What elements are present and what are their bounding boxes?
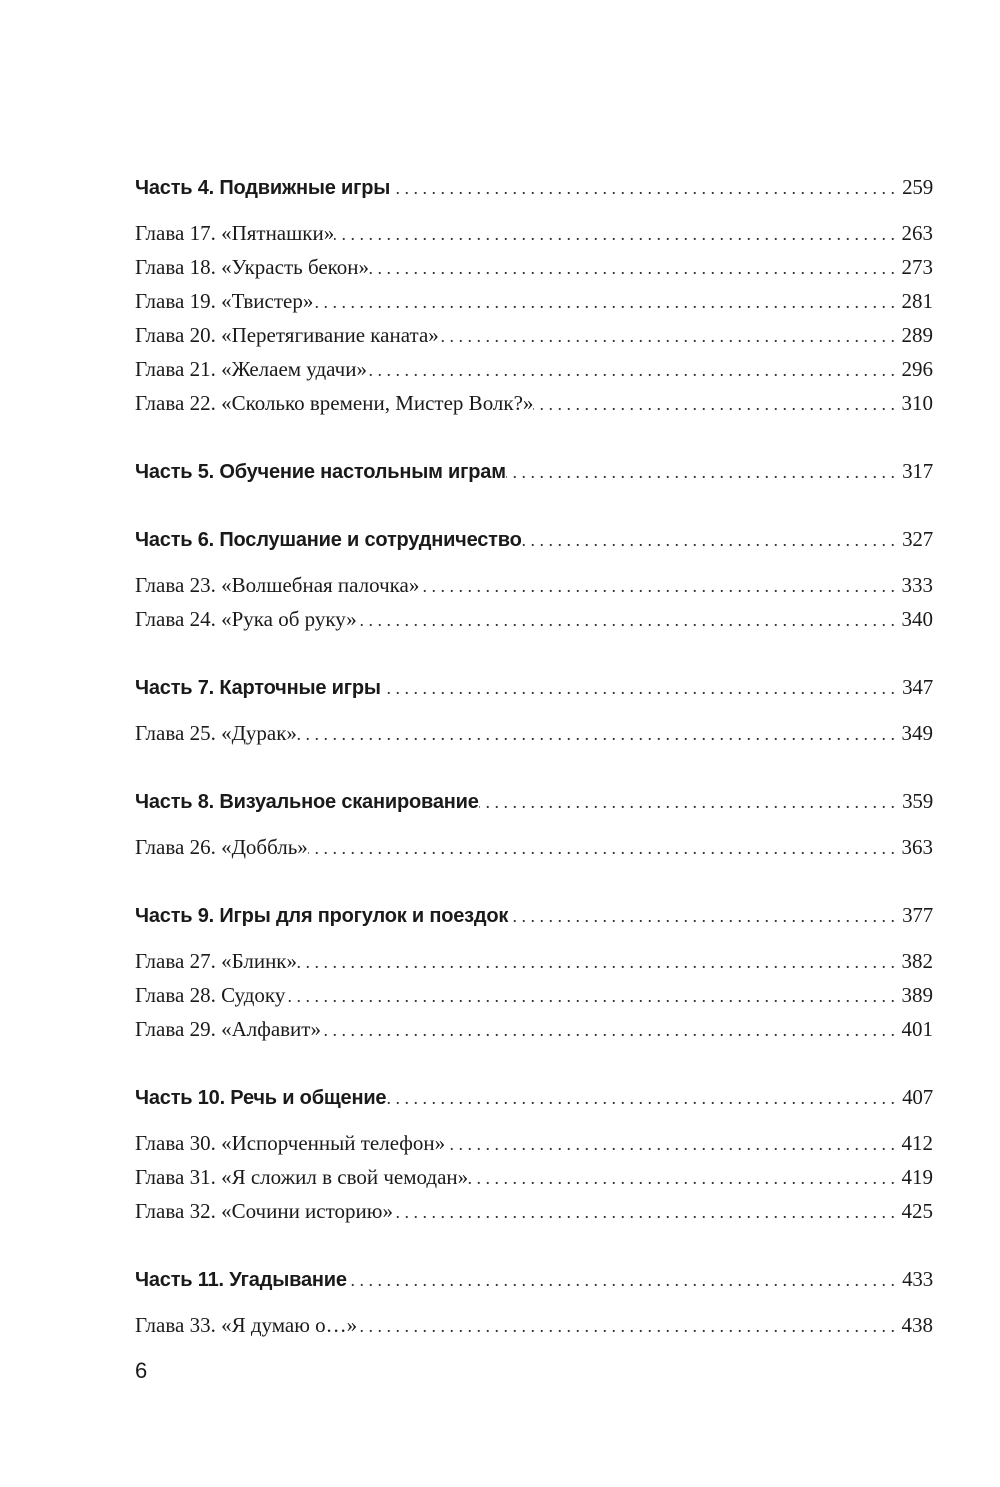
toc-chapter-entry xyxy=(135,386,933,420)
toc-chapter-entry xyxy=(135,318,933,352)
part-page: 359 xyxy=(902,789,933,813)
dot-leader xyxy=(390,171,899,205)
dot-leader xyxy=(393,1195,899,1229)
chapter-page: 340 xyxy=(901,607,933,631)
chapter-title: Глава 26. «Доббль» xyxy=(135,835,308,859)
dot-leader xyxy=(522,523,899,557)
toc-chapter-entry xyxy=(135,250,933,284)
chapter-title: Глава 18. «Украсть бекон» xyxy=(135,255,370,279)
part-title: Часть 11. Угадывание xyxy=(135,1269,347,1291)
chapter-page: 419 xyxy=(901,1165,933,1189)
dot-leader xyxy=(381,671,899,705)
toc-chapter-entry xyxy=(135,1012,933,1046)
dot-leader xyxy=(367,353,899,387)
chapter-title: Глава 19. «Твистер» xyxy=(135,289,314,313)
toc-part-entry xyxy=(135,170,933,204)
chapter-title: Глава 33. «Я думаю о…» xyxy=(135,1313,358,1337)
toc-part-entry xyxy=(135,670,933,704)
chapter-page: 438 xyxy=(901,1313,933,1337)
part-title: Часть 10. Речь и общение xyxy=(135,1087,387,1109)
toc-chapter-entry xyxy=(135,716,933,750)
dot-leader xyxy=(347,1263,899,1297)
toc-chapter-entry xyxy=(135,978,933,1012)
chapter-page: 389 xyxy=(901,983,933,1007)
dot-leader xyxy=(357,1309,899,1343)
part-title: Часть 6. Послушание и сотрудничество xyxy=(135,529,522,551)
toc-part-entry xyxy=(135,898,933,932)
dot-leader xyxy=(321,1013,899,1047)
chapter-title: Глава 27. «Блинк» xyxy=(135,949,298,973)
dot-leader xyxy=(297,717,899,751)
part-title: Часть 7. Карточные игры xyxy=(135,677,381,699)
dot-leader xyxy=(386,1081,899,1115)
toc-part-entry xyxy=(135,454,933,488)
chapter-title: Глава 28. Судоку xyxy=(135,983,286,1007)
chapter-page: 401 xyxy=(901,1017,933,1041)
toc-chapter-entry xyxy=(135,1194,933,1228)
chapter-page: 289 xyxy=(901,323,933,347)
chapter-title: Глава 21. «Желаем удачи» xyxy=(135,357,367,381)
dot-leader xyxy=(479,785,899,819)
part-title: Часть 9. Игры для прогулок и поездок xyxy=(135,905,509,927)
dot-leader xyxy=(369,251,899,285)
dot-leader xyxy=(297,945,899,979)
chapter-title: Глава 32. «Сочини историю» xyxy=(135,1199,393,1223)
chapter-title: Глава 25. «Дурак» xyxy=(135,721,297,745)
chapter-page: 425 xyxy=(901,1199,933,1223)
part-page: 327 xyxy=(902,527,933,551)
toc-part-entry xyxy=(135,522,933,556)
dot-leader xyxy=(508,899,899,933)
chapter-page: 273 xyxy=(901,255,933,279)
table-of-contents xyxy=(135,170,933,1342)
dot-leader xyxy=(357,603,899,637)
chapter-title: Глава 20. «Перетягивание каната» xyxy=(135,323,439,347)
dot-leader xyxy=(468,1161,899,1195)
dot-leader xyxy=(313,285,899,319)
toc-chapter-entry xyxy=(135,216,933,250)
toc-chapter-entry xyxy=(135,568,933,602)
part-page: 407 xyxy=(902,1085,933,1109)
toc-chapter-entry xyxy=(135,1308,933,1342)
chapter-title: Глава 24. «Рука об руку» xyxy=(135,607,357,631)
toc-chapter-entry xyxy=(135,944,933,978)
chapter-page: 333 xyxy=(901,573,933,597)
chapter-page: 281 xyxy=(901,289,933,313)
dot-leader xyxy=(445,1127,899,1161)
dot-leader xyxy=(506,455,899,489)
dot-leader xyxy=(439,319,899,353)
part-page: 433 xyxy=(902,1267,933,1291)
dot-leader xyxy=(334,217,899,251)
toc-part-entry xyxy=(135,1080,933,1114)
toc-chapter-entry xyxy=(135,1160,933,1194)
chapter-page: 296 xyxy=(901,357,933,381)
dot-leader xyxy=(419,569,899,603)
dot-leader xyxy=(285,979,899,1013)
chapter-title: Глава 17. «Пятнашки» xyxy=(135,221,335,245)
chapter-title: Глава 22. «Сколько времени, Мистер Волк?» xyxy=(135,391,534,415)
part-page: 377 xyxy=(902,903,933,927)
page-number: 6 xyxy=(135,1358,148,1383)
chapter-page: 310 xyxy=(901,391,933,415)
chapter-title: Глава 29. «Алфавит» xyxy=(135,1017,321,1041)
toc-chapter-entry xyxy=(135,284,933,318)
chapter-title: Глава 30. «Испорченный телефон» xyxy=(135,1131,446,1155)
chapter-page: 263 xyxy=(901,221,933,245)
chapter-page: 363 xyxy=(901,835,933,859)
chapter-page: 349 xyxy=(901,721,933,745)
toc-chapter-entry xyxy=(135,830,933,864)
part-page: 259 xyxy=(902,175,933,199)
part-title: Часть 5. Обучение настольным играм xyxy=(135,461,506,483)
part-page: 347 xyxy=(902,675,933,699)
part-page: 317 xyxy=(902,459,933,483)
chapter-title: Глава 31. «Я сложил в свой чемодан» xyxy=(135,1165,469,1189)
toc-chapter-entry xyxy=(135,352,933,386)
dot-leader xyxy=(533,387,899,421)
toc-chapter-entry xyxy=(135,602,933,636)
toc-part-entry xyxy=(135,1262,933,1296)
chapter-page: 412 xyxy=(901,1131,933,1155)
part-title: Часть 4. Подвижные игры xyxy=(135,177,391,199)
chapter-title: Глава 23. «Волшебная палочка» xyxy=(135,573,420,597)
toc-chapter-entry xyxy=(135,1126,933,1160)
chapter-page: 382 xyxy=(901,949,933,973)
dot-leader xyxy=(308,831,899,865)
toc-part-entry xyxy=(135,784,933,818)
part-title: Часть 8. Визуальное сканирование xyxy=(135,791,479,813)
